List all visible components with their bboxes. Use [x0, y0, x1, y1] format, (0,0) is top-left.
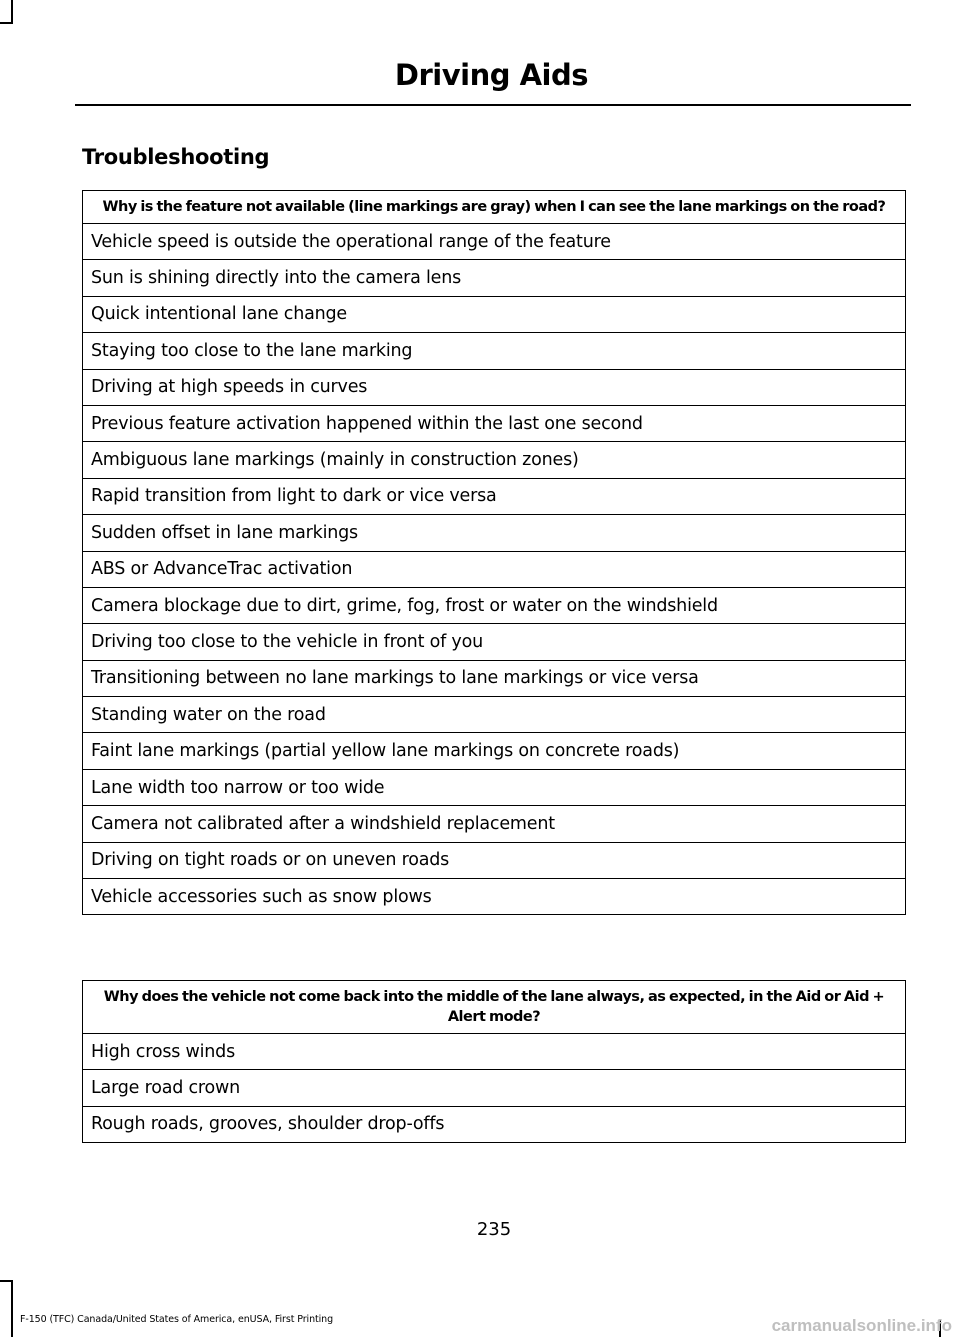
- table-row: Faint lane markings (partial yellow lane markings on concrete roads): [83, 733, 906, 769]
- table-row: Driving too close to the vehicle in front of you: [83, 624, 906, 660]
- table-row: Quick intentional lane change: [83, 296, 906, 332]
- table-row: Large road crown: [83, 1070, 906, 1106]
- table-row: High cross winds: [83, 1034, 906, 1070]
- table-row: Driving on tight roads or on uneven roads: [83, 842, 906, 878]
- table-row: Camera not calibrated after a windshield replacement: [83, 806, 906, 842]
- crop-mark-bottom-left-vertical: [11, 1280, 13, 1337]
- table-header: Why does the vehicle not come back into the middle of the lane always, as expected, in the Aid or Aid + Alert mode?: [83, 981, 906, 1034]
- crop-mark-top-left-vertical: [11, 0, 13, 24]
- table-row: Camera blockage due to dirt, grime, fog, frost or water on the windshield: [83, 587, 906, 623]
- table-row: Transitioning between no lane markings to lane markings or vice versa: [83, 660, 906, 696]
- troubleshooting-table-centering: [82, 980, 906, 1143]
- table-row: Sun is shining directly into the camera lens: [83, 260, 906, 296]
- table-row: Standing water on the road: [83, 697, 906, 733]
- page-number: 235: [476, 1219, 512, 1240]
- table-row: Vehicle accessories such as snow plows: [83, 879, 906, 915]
- section-title: Troubleshooting: [82, 145, 270, 169]
- page-header-title: Driving Aids: [394, 58, 588, 92]
- table-row: Staying too close to the lane marking: [83, 333, 906, 369]
- table-row: Ambiguous lane markings (mainly in construction zones): [83, 442, 906, 478]
- crop-mark-top-left-horizontal: [0, 22, 13, 24]
- troubleshooting-table-unavailable: [82, 190, 906, 915]
- table-row: Driving at high speeds in curves: [83, 369, 906, 405]
- footer-text: F-150 (TFC) Canada/United States of America, enUSA, First Printing: [20, 1314, 334, 1325]
- table-row: Rough roads, grooves, shoulder drop-offs: [83, 1106, 906, 1142]
- crop-mark-bottom-left-horizontal: [0, 1280, 13, 1282]
- table-row: Lane width too narrow or too wide: [83, 769, 906, 805]
- table-row: Rapid transition from light to dark or vice versa: [83, 478, 906, 514]
- table-row: Previous feature activation happened within the last one second: [83, 405, 906, 441]
- table-row: ABS or AdvanceTrac activation: [83, 551, 906, 587]
- table-row: Vehicle speed is outside the operational range of the feature: [83, 224, 906, 260]
- table-row: Sudden offset in lane markings: [83, 515, 906, 551]
- watermark: carmanualsonline.info: [771, 1316, 952, 1335]
- header-rule: [75, 104, 911, 106]
- table-header: Why is the feature not available (line markings are gray) when I can see the lane markings on the road?: [83, 191, 906, 224]
